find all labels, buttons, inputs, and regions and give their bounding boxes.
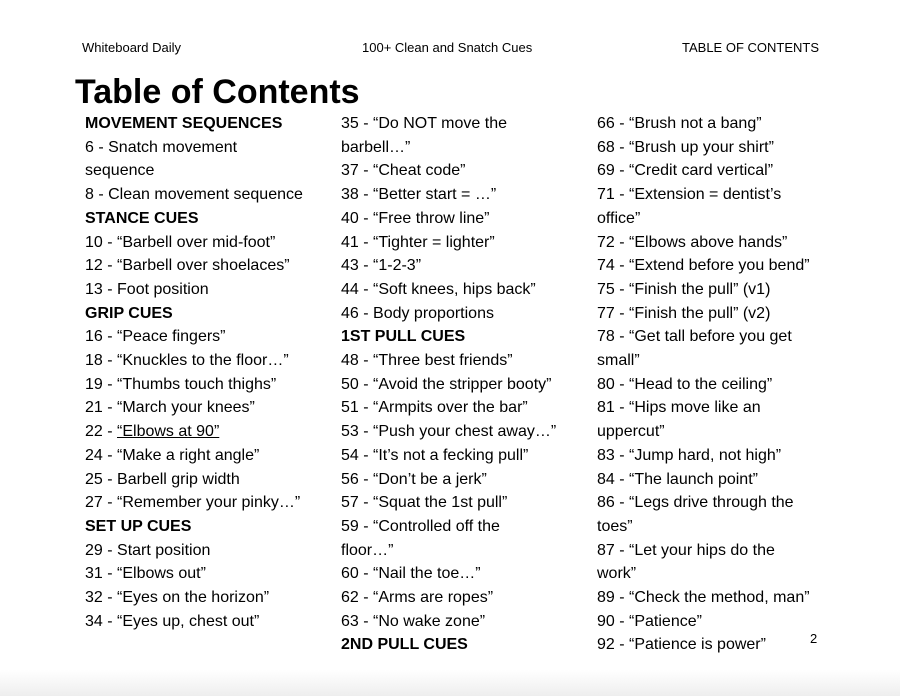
toc-entry: 63 - “No wake zone” <box>341 612 486 630</box>
toc-entry: 48 - “Three best friends” <box>341 352 513 370</box>
toc-entry: 75 - “Finish the pull” (v1) <box>597 280 771 298</box>
toc-entry: 12 - “Barbell over shoelaces” <box>85 257 290 275</box>
toc-entry: 31 - “Elbows out” <box>85 565 206 583</box>
toc-entry: 81 - “Hips move like an <box>597 399 761 417</box>
toc-entry: office” <box>597 209 641 227</box>
toc-entry: 6 - Snatch movement <box>85 138 238 156</box>
toc-entry: barbell…” <box>341 138 411 156</box>
toc-entry: 40 - “Free throw line” <box>341 209 490 227</box>
toc-entry: 53 - “Push your chest away…” <box>341 423 557 441</box>
toc-entry: 41 - “Tighter = lighter” <box>341 233 495 251</box>
toc-entry: 50 - “Avoid the stripper booty” <box>341 375 552 393</box>
toc-entry: small” <box>597 352 640 370</box>
toc-entry: 46 - Body proportions <box>341 304 494 322</box>
bottom-edge-shadow <box>0 670 900 696</box>
toc-entry: 8 - Clean movement sequence <box>85 186 303 204</box>
toc-entry: 29 - Start position <box>85 541 211 559</box>
toc-entry: 19 - “Thumbs touch thighs” <box>85 375 277 393</box>
toc-entry: 21 - “March your knees” <box>85 399 255 417</box>
toc-entry: 80 - “Head to the ceiling” <box>597 375 773 393</box>
toc-entry: 89 - “Check the method, man” <box>597 589 810 607</box>
toc-entry: 51 - “Armpits over the bar” <box>341 399 528 417</box>
toc-entry: 77 - “Finish the pull” (v2) <box>597 304 771 322</box>
toc-entry: 32 - “Eyes on the horizon” <box>85 589 270 607</box>
toc-entry: 59 - “Controlled off the <box>341 517 500 535</box>
toc-entry: 66 - “Brush not a bang” <box>597 115 762 132</box>
toc-entry: 69 - “Credit card vertical” <box>597 162 774 180</box>
toc-entry: 86 - “Legs drive through the <box>597 494 794 512</box>
toc-entry: 57 - “Squat the 1st pull” <box>341 494 508 512</box>
toc-section-heading: 1ST PULL CUES <box>341 328 466 346</box>
toc-entry: 25 - Barbell grip width <box>85 470 240 488</box>
toc-entry: 35 - “Do NOT move the <box>341 115 507 132</box>
toc-entry: 62 - “Arms are ropes” <box>341 589 494 607</box>
toc-section-heading: 2ND PULL CUES <box>341 636 468 654</box>
toc-entry: 87 - “Let your hips do the <box>597 541 775 559</box>
toc-entry: toes” <box>597 517 633 535</box>
toc-entry: 71 - “Extension = dentist’s <box>597 186 782 204</box>
toc-entry: uppercut” <box>597 423 665 441</box>
toc-entry: 13 - Foot position <box>85 280 209 298</box>
toc-entry: 24 - “Make a right angle” <box>85 446 260 464</box>
toc-entry: 74 - “Extend before you bend” <box>597 257 810 275</box>
toc-entry: 10 - “Barbell over mid-foot” <box>85 233 276 251</box>
toc-entry: 60 - “Nail the toe…” <box>341 565 481 583</box>
header-left: Whiteboard Daily <box>82 40 181 55</box>
toc-section-heading: STANCE CUES <box>85 209 199 227</box>
toc-entry: 38 - “Better start = …” <box>341 186 497 204</box>
toc-entry: 84 - “The launch point” <box>597 470 758 488</box>
toc-entry: 27 - “Remember your pinky…” <box>85 494 301 512</box>
toc-entry: 90 - “Patience” <box>597 612 702 630</box>
toc-entry: 72 - “Elbows above hands” <box>597 233 788 251</box>
toc-entry-linked <box>85 420 335 444</box>
toc-section-heading: MOVEMENT SEQUENCES <box>85 115 283 132</box>
toc-entry: sequence <box>85 162 155 180</box>
page-title: Table of Contents <box>75 73 360 111</box>
toc-column-2 <box>341 112 591 657</box>
toc-column-3 <box>597 112 847 657</box>
toc-entry: 83 - “Jump hard, not high” <box>597 446 782 464</box>
toc-entry: 18 - “Knuckles to the floor…” <box>85 352 289 370</box>
toc-entry: 37 - “Cheat code” <box>341 162 466 180</box>
toc-entry: 16 - “Peace fingers” <box>85 328 226 346</box>
toc-entry: 43 - “1-2-3” <box>341 257 422 275</box>
toc-entry: 92 - “Patience is power” <box>597 636 766 654</box>
header-right: TABLE OF CONTENTS <box>682 40 819 55</box>
toc-section-heading: GRIP CUES <box>85 304 173 322</box>
toc-entry: 56 - “Don’t be a jerk” <box>341 470 487 488</box>
page-number: 2 <box>810 631 818 646</box>
header-center: 100+ Clean and Snatch Cues <box>362 40 533 55</box>
toc-entry: 54 - “It’s not a fecking pull” <box>341 446 529 464</box>
toc-section-heading: SET UP CUES <box>85 517 192 535</box>
toc-entry: work” <box>597 565 637 583</box>
toc-entry: 34 - “Eyes up, chest out” <box>85 612 260 630</box>
toc-entry: 68 - “Brush up your shirt” <box>597 138 774 156</box>
toc-entry: 78 - “Get tall before you get <box>597 328 792 346</box>
toc-entry-page: 22 - <box>85 423 118 441</box>
toc-column-1 <box>85 112 335 633</box>
toc-entry: floor…” <box>341 541 394 559</box>
toc-entry: 44 - “Soft knees, hips back” <box>341 280 536 298</box>
toc-entry-link[interactable]: “Elbows at 90” <box>117 423 220 441</box>
